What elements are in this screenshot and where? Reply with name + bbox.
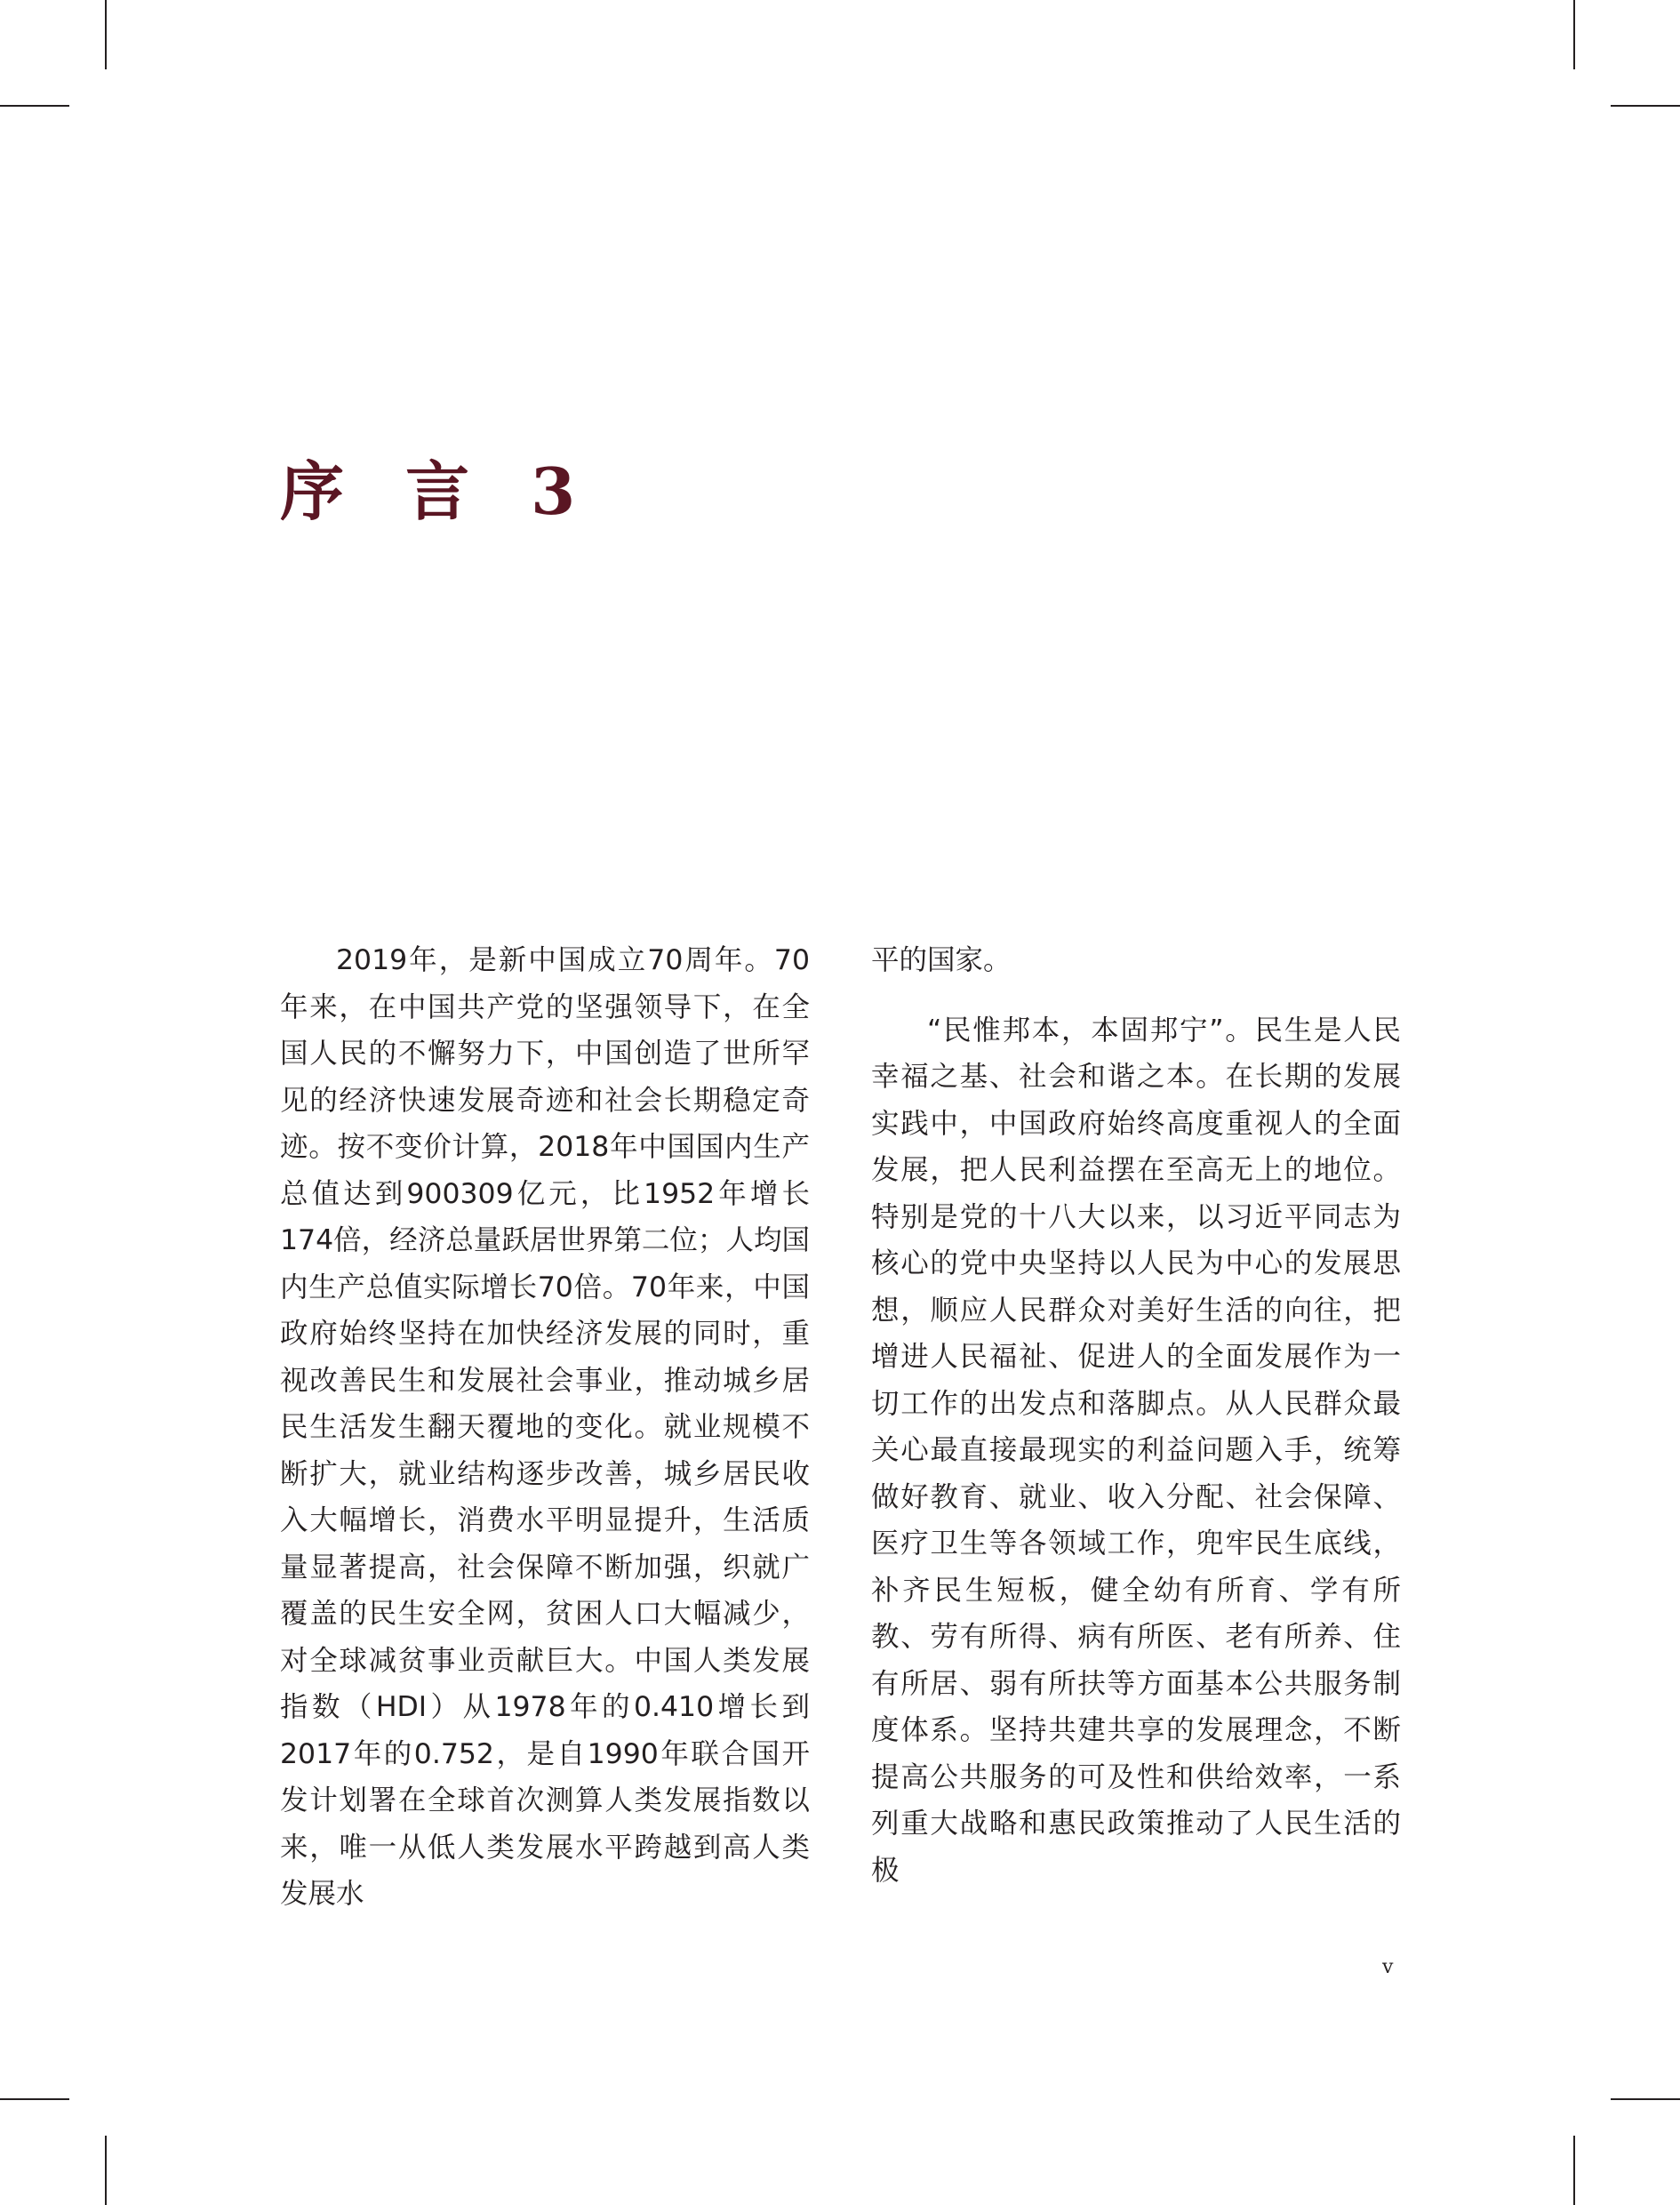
body-paragraph: 2019年，是新中国成立70周年。70年来，在中国共产党的坚强领导下，在全国人民的不懈努力下，中国创造了世所罕见的经济快速发展奇迹和社会长期稳定奇迹。按不变价计算，2018年中国国内生产总值达到900309亿元，比1952年增长174倍，经济总量跃居世界第二位；人均国内生产总值实际增长70倍。70年来，中国政府始终坚持在加快经济发展的同时，重视改善民生和发展社会事业，推动城乡居民生活发生翻天覆地的变化。就业规模不断扩大，就业结构逐步改善，城乡居民收入大幅增长，消费水平明显提升，生活质量显著提高，社会保障不断加强，织就广覆盖的民生安全网，贫困人口大幅减少，对全球减贫事业贡献巨大。中国人类发展指数（HDI）从1978年的0.410增长到2017年的0.752，是自1990年联合国开发计划署在全球首次测算人类发展指数以来，唯一从低人类发展水平跨越到高人类发展水 <box>280 944 810 1910</box>
crop-mark <box>105 0 107 69</box>
crop-mark <box>1573 2136 1575 2205</box>
body-paragraph-continued: 平的国家。 <box>871 944 1012 976</box>
text-column-left <box>280 937 810 1918</box>
crop-mark <box>1573 0 1575 69</box>
text-column-right <box>871 937 1401 1894</box>
crop-mark <box>0 2098 69 2100</box>
crop-mark <box>0 105 69 107</box>
body-paragraph: “民惟邦本，本固邦宁”。民生是人民幸福之基、社会和谐之本。在长期的发展实践中，中国政府始终高度重视人的全面发展，把人民利益摆在至高无上的地位。特别是党的十八大以来，以习近平同志为核心的党中央坚持以人民为中心的发展思想，顺应人民群众对美好生活的向往，把增进人民福祉、促进人的全面发展作为一切工作的出发点和落脚点。从人民群众最关心最直接最现实的利益问题入手，统筹做好教育、就业、收入分配、社会保障、医疗卫生等各领域工作，兜牢民生底线，补齐民生短板，健全幼有所育、学有所教、劳有所得、病有所医、老有所养、住有所居、弱有所扶等方面基本公共服务制度体系。坚持共建共享的发展理念，不断提高公共服务的可及性和供给效率，一系列重大战略和惠民政策推动了人民生活的极 <box>871 1014 1401 1887</box>
page-title: 序 言 3 <box>280 453 596 529</box>
crop-mark <box>1611 2098 1680 2100</box>
crop-mark <box>1611 105 1680 107</box>
page-number: v <box>1382 1956 1394 1978</box>
crop-mark <box>105 2136 107 2205</box>
